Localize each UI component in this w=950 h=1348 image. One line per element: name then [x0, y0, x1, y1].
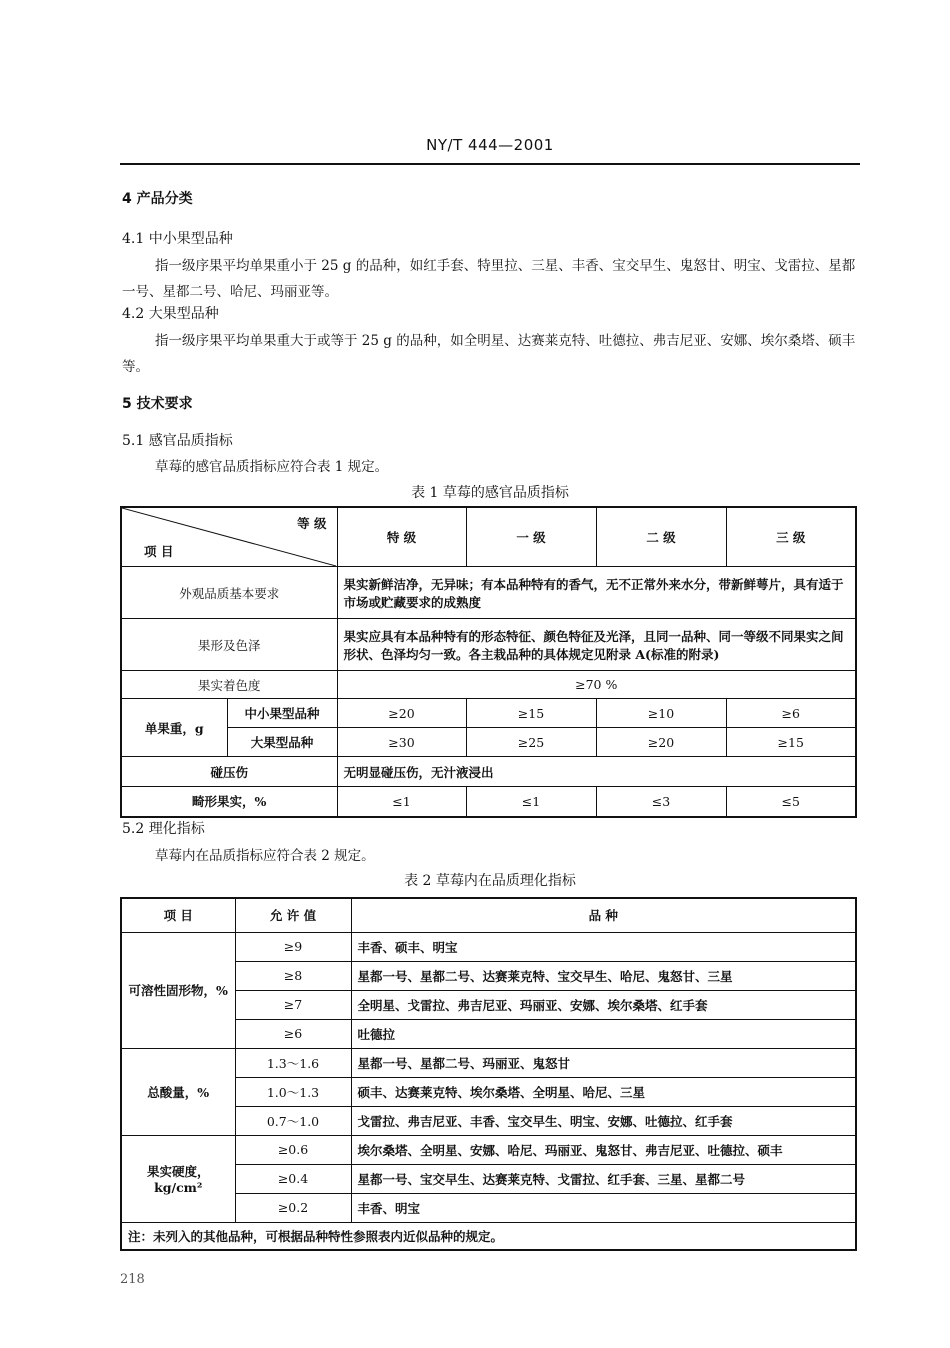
table-row-varieties: 星都一号、星都二号、达赛莱克特、宝交早生、哈尼、鬼怒甘、三星	[351, 961, 856, 990]
table-1-caption: 表 1 草莓的感官品质指标	[411, 485, 569, 501]
table-row-value: ≥9	[235, 932, 351, 961]
deformed-fruit-special: ≤1	[337, 787, 466, 817]
corner-grade-label: 等 级	[297, 516, 327, 531]
shape-color-label: 果形及色泽	[121, 619, 337, 671]
grade-header-first: 一 级	[466, 507, 596, 567]
t2-header-varieties: 品 种	[351, 898, 856, 932]
large-fruit-weight-special: ≥30	[337, 728, 466, 757]
large-fruit-label: 大果型品种	[227, 728, 337, 757]
large-fruit-weight-first: ≥25	[466, 728, 596, 757]
soluble-solids-label: 可溶性固形物，%	[121, 932, 235, 1048]
total-acid-label: 总酸量，%	[121, 1048, 235, 1135]
standard-number-header: NY/T 444—2001	[426, 136, 554, 154]
table-2-physicochemical	[120, 897, 857, 1251]
grade-header-special: 特 级	[337, 507, 466, 567]
table-row-varieties: 丰香、硕丰、明宝	[351, 932, 856, 961]
section-5-1-title: 5.1 感官品质指标	[122, 433, 233, 449]
table-row-varieties: 星都一号、星都二号、玛丽亚、鬼怒甘	[351, 1048, 856, 1077]
table-row-varieties: 丰香、明宝	[351, 1193, 856, 1222]
bruise-requirement: 无明显碰压伤，无汁液浸出	[337, 757, 856, 787]
table-row-value: ≥8	[235, 961, 351, 990]
table-row-value: ≥7	[235, 990, 351, 1019]
table-row-value: 1.3～1.6	[235, 1048, 351, 1077]
appearance-requirement: 果实新鲜洁净，无异味；有本品种特有的香气，无不正常外来水分，带新鲜萼片，具有适于市场或贮藏要求的成熟度	[337, 567, 856, 619]
table-row-varieties: 埃尔桑塔、全明星、安娜、哈尼、玛丽亚、鬼怒甘、弗吉尼亚、吐德拉、硕丰	[351, 1135, 856, 1164]
table-row-value: ≥6	[235, 1019, 351, 1048]
table-2-note: 注：未列入的其他品种，可根据品种特性参照表内近似品种的规定。	[121, 1222, 856, 1250]
large-fruit-weight-third: ≥15	[726, 728, 856, 757]
section-4-2-text: 指一级序果平均单果重大于或等于 25 g 的品种，如全明星、达赛莱克特、吐德拉、弗吉尼亚、安娜、埃尔桑塔、硕丰等。	[122, 333, 856, 375]
table-row-value: ≥0.4	[235, 1164, 351, 1193]
table-row-varieties: 星都一号、宝交早生、达赛莱克特、戈雷拉、红手套、三星、星都二号	[351, 1164, 856, 1193]
large-fruit-weight-second: ≥20	[596, 728, 726, 757]
small-fruit-weight-first: ≥15	[466, 699, 596, 728]
firmness-label: 果实硬度，kg/cm²	[121, 1135, 235, 1222]
appearance-label: 外观品质基本要求	[121, 567, 337, 619]
section-4-1-text: 指一级序果平均单果重小于 25 g 的品种，如红手套、特里拉、三星、丰香、宝交早生、鬼怒甘、明宝、戈雷拉、星都一号、星都二号、哈尼、玛丽亚等。	[122, 258, 856, 300]
coloration-label: 果实着色度	[121, 671, 337, 699]
shape-color-requirement: 果实应具有本品种特有的形态特征、颜色特征及光泽，且同一品种、同一等级不同果实之间形状、色泽均匀一致。各主栽品种的具体规定见附录 A(标准的附录)	[337, 619, 856, 671]
fruit-weight-label: 单果重，g	[121, 699, 227, 757]
deformed-fruit-third: ≤5	[726, 787, 856, 817]
table-1-sensory-quality	[120, 506, 857, 818]
table-row-varieties: 戈雷拉、弗吉尼亚、丰香、宝交早生、明宝、安娜、吐德拉、红手套	[351, 1106, 856, 1135]
t2-header-allowed-value: 允 许 值	[235, 898, 351, 932]
section-5-2-title: 5.2 理化指标	[122, 821, 205, 837]
section-4-title: 4 产品分类	[122, 191, 193, 207]
section-4-2-title: 4.2 大果型品种	[122, 306, 219, 322]
small-fruit-weight-third: ≥6	[726, 699, 856, 728]
bruise-label: 碰压伤	[121, 757, 337, 787]
section-5-1-text: 草莓的感官品质指标应符合表 1 规定。	[155, 459, 389, 475]
coloration-value: ≥70 %	[337, 671, 856, 699]
corner-item-label: 项 目	[144, 544, 174, 559]
table-row-value: 1.0～1.3	[235, 1077, 351, 1106]
deformed-fruit-label: 畸形果实，%	[121, 787, 337, 817]
section-5-2-text: 草莓内在品质指标应符合表 2 规定。	[155, 848, 375, 864]
section-4-1-title: 4.1 中小果型品种	[122, 231, 233, 247]
small-fruit-weight-second: ≥10	[596, 699, 726, 728]
table-row-value: ≥0.6	[235, 1135, 351, 1164]
section-5-title: 5 技术要求	[122, 396, 193, 412]
grade-header-second: 二 级	[596, 507, 726, 567]
table-row-varieties: 吐德拉	[351, 1019, 856, 1048]
header-rule	[120, 163, 860, 165]
table-row-varieties: 全明星、戈雷拉、弗吉尼亚、玛丽亚、安娜、埃尔桑塔、红手套	[351, 990, 856, 1019]
small-fruit-label: 中小果型品种	[227, 699, 337, 728]
page-number: 218	[120, 1272, 145, 1287]
table-2-caption: 表 2 草莓内在品质理化指标	[404, 873, 576, 889]
deformed-fruit-second: ≤3	[596, 787, 726, 817]
table-row-value: ≥0.2	[235, 1193, 351, 1222]
grade-header-third: 三 级	[726, 507, 856, 567]
table-1-corner-cell	[121, 507, 337, 567]
table-row-varieties: 硕丰、达赛莱克特、埃尔桑塔、全明星、哈尼、三星	[351, 1077, 856, 1106]
deformed-fruit-first: ≤1	[466, 787, 596, 817]
table-row-value: 0.7～1.0	[235, 1106, 351, 1135]
t2-header-item: 项 目	[121, 898, 235, 932]
small-fruit-weight-special: ≥20	[337, 699, 466, 728]
